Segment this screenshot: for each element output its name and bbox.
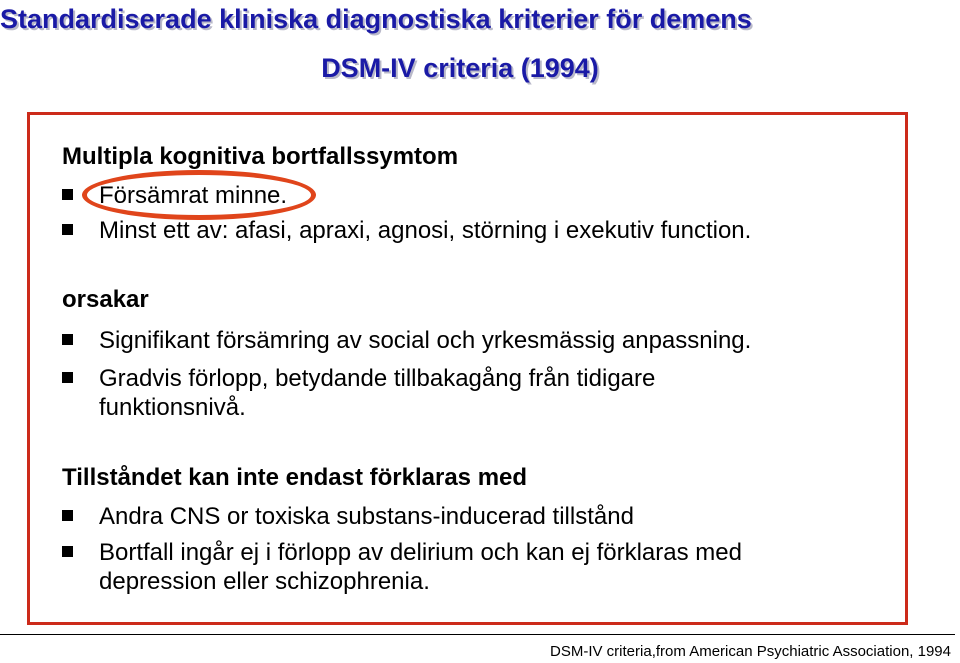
slide-title: Standardiserade kliniska diagnostiska kriterier för demens (0, 4, 752, 34)
list-item-text: Bortfall ingår ej i förlopp av delirium och kan ej förklaras med (99, 539, 742, 566)
square-bullet-icon (62, 334, 73, 345)
section-heading-exclusion: Tillståndet kan inte endast förklaras med (62, 464, 528, 491)
square-bullet-icon (62, 510, 73, 521)
list-item-text: Gradvis förlopp, betydande tillbakagång från tidigare (99, 365, 656, 392)
footer-citation (0, 634, 955, 663)
citation-text: DSM-IV criteria,from American Psychiatric Association, 1994 (550, 643, 951, 660)
slide-subtitle: DSM-IV criteria (1994) (321, 53, 599, 83)
list-item-text: Andra CNS or toxiska substans-inducerad tillstånd (99, 503, 634, 530)
highlight-oval (82, 170, 316, 220)
square-bullet-icon (62, 224, 73, 235)
list-item-text: Minst ett av: afasi, apraxi, agnosi, störning i exekutiv function. (99, 217, 752, 244)
list-item-text-continued: funktionsnivå. (99, 394, 246, 421)
list-item-text-continued: depression eller schizophrenia. (99, 568, 430, 595)
square-bullet-icon (62, 372, 73, 383)
square-bullet-icon (62, 189, 73, 200)
square-bullet-icon (62, 546, 73, 557)
list-item-text: Signifikant försämring av social och yrkesmässig anpassning. (99, 327, 752, 354)
section-heading-causes: orsakar (62, 286, 149, 313)
section-heading-cognitive: Multipla kognitiva bortfallssymtom (62, 143, 459, 170)
list-item-text: Försämrat minne. (99, 182, 288, 209)
